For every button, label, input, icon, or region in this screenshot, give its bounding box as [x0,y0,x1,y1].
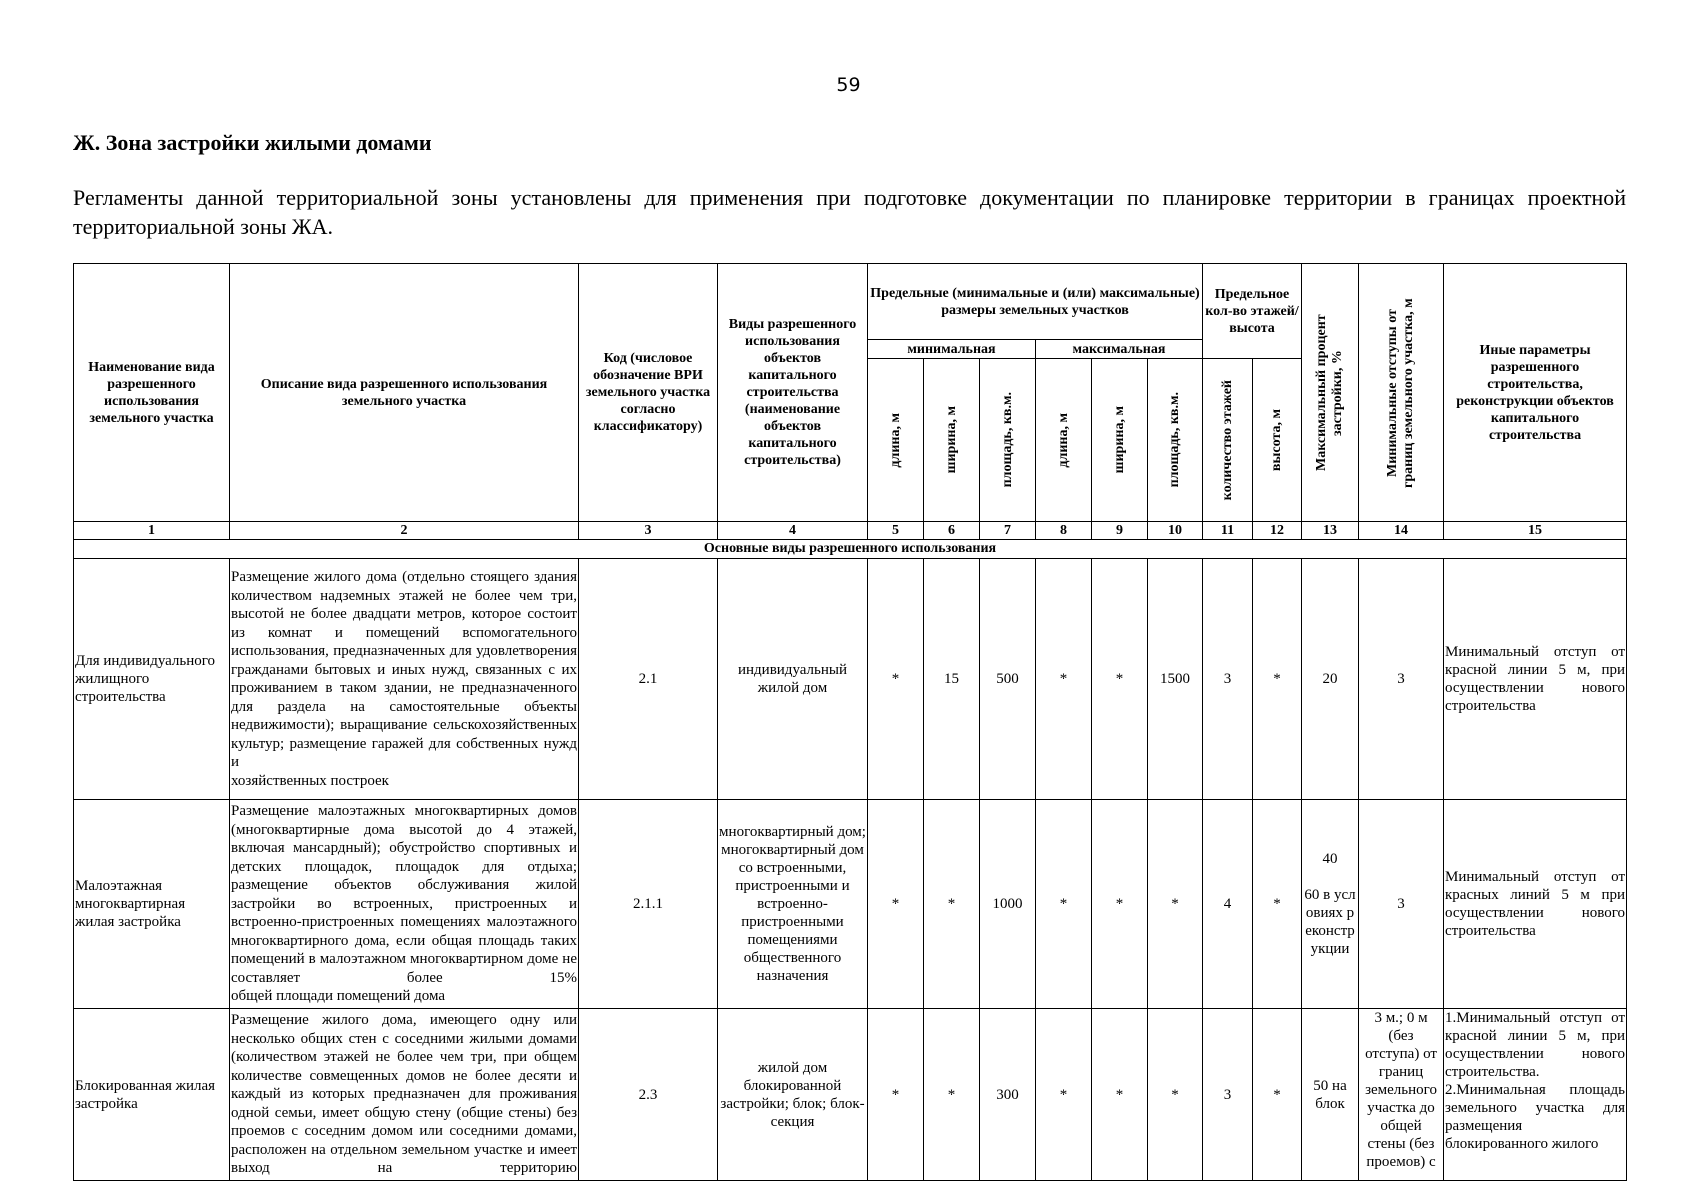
use-name: Малоэтажная многоквартирная жилая застройка [74,800,230,1009]
column-number: 11 [1203,522,1253,540]
header-min-group: минимальная [868,340,1036,359]
max-length: * [1036,1009,1092,1181]
column-number: 7 [980,522,1036,540]
max-build-percent-note: 60 в условиях реконструкции [1304,887,1356,957]
floors-count: 3 [1203,1009,1253,1181]
other-params [1444,1009,1627,1181]
header-floors: количество этажей [1203,359,1253,522]
column-number: 9 [1092,522,1148,540]
max-area: * [1148,1009,1203,1181]
max-build-percent [1302,800,1359,1009]
max-width: * [1092,559,1148,800]
header-description: Описание вида разрешенного использования земельного участка [230,264,579,522]
use-name: Для индивидуального жилищного строительства [74,559,230,800]
header-min-setback: Минимальные отступы от границ земельного участка, м [1359,264,1444,522]
capital-objects: жилой дом блокированной застройки; блок; блок-секция [718,1009,868,1181]
section-title: Основные виды разрешенного использования [74,540,1627,559]
header-sizes-group: Предельные (минимальные и (или) максимальные) размеры земельных участков [868,264,1203,340]
table-row [74,559,1627,800]
use-description: Размещение жилого дома, имеющего одну или несколько общих стен с соседними жилыми домами (количеством этажей не более чем три, при общем количестве совмещенных домов не более десяти и каждый из которых предназначен для проживания одной семьи, имеет общую стену (общие стены) без проемов с соседним домом или соседними домами, расположен на отдельном земельном участке и имеет выход на территорию [230,1009,579,1181]
min-length: * [868,1009,924,1181]
column-number: 6 [924,522,980,540]
column-number: 12 [1253,522,1302,540]
header-min-length: длина, м [868,359,924,522]
column-number: 5 [868,522,924,540]
height-value: * [1253,559,1302,800]
header-height: высота, м [1253,359,1302,522]
capital-objects: многоквартирный дом; многоквартирный дом со встроенными, пристроенными и встроенно-пристроенными помещениями общественного назначения [718,800,868,1009]
max-length: * [1036,559,1092,800]
min-setback: 3 [1359,800,1444,1009]
column-number: 2 [230,522,579,540]
header-max-group: максимальная [1036,340,1203,359]
header-name: Наименование вида разрешенного использования земельного участка [74,264,230,522]
header-max-length: длина, м [1036,359,1092,522]
use-code: 2.1 [579,559,718,800]
column-number: 10 [1148,522,1203,540]
max-build-percent: 20 [1302,559,1359,800]
min-width: * [924,1009,980,1181]
min-area: 300 [980,1009,1036,1181]
column-number: 3 [579,522,718,540]
header-min-width: ширина, м [924,359,980,522]
column-number: 13 [1302,522,1359,540]
column-number: 8 [1036,522,1092,540]
header-max-area: площадь, кв.м. [1148,359,1203,522]
max-width: * [1092,1009,1148,1181]
max-build-percent-value: 40 [1322,851,1338,867]
column-number: 15 [1444,522,1627,540]
use-name: Блокированная жилая застройка [74,1009,230,1181]
use-description: Размещение малоэтажных многоквартирных домов (многоквартирные дома высотой до 4 этажей, включая мансардный); обустройство спортивных и детских площадок, площадок для отдыха; размещение объектов обслуживания жилой застройки во встроенных, пристроенных и встроенно-пристроенных помещениях малоэтажного многоквартирного дома, если общая площадь таких помещений в малоэтажном многоквартирном доме не составляет более 15% общей площади помещений дома [230,800,579,1009]
height-value: * [1253,1009,1302,1181]
other-params: Минимальный отступ от красных линий 5 м при осуществлении нового строительства [1444,800,1627,1009]
max-build-percent: 50 на блок [1302,1009,1359,1181]
header-objects: Виды разрешенного использования объектов капитального строительства (наименование объектов капитального строительства) [718,264,868,522]
header-max-percent: Максимальный процент застройки, % [1302,264,1359,522]
regulations-table [73,263,1627,1181]
other-params-item: 1.Минимальный отступ от красной линии 5 м, при осуществлении нового строительства. [1445,1010,1626,1080]
header-max-width: ширина, м [1092,359,1148,522]
min-area: 500 [980,559,1036,800]
max-area: * [1148,800,1203,1009]
other-params: Минимальный отступ от красной линии 5 м, при осуществлении нового строительства [1444,559,1627,800]
header-other-params: Иные параметры разрешенного строительства, реконструкции объектов капитального строительства [1444,264,1627,522]
zone-title: Ж. Зона застройки жилыми домами [73,130,432,155]
column-number: 4 [718,522,868,540]
use-code: 2.3 [579,1009,718,1181]
header-code: Код (числовое обозначение ВРИ земельного участка согласно классификатору) [579,264,718,522]
min-length: * [868,559,924,800]
max-area: 1500 [1148,559,1203,800]
min-setback: 3 [1359,559,1444,800]
min-width: 15 [924,559,980,800]
column-number: 14 [1359,522,1444,540]
min-setback: 3 м.; 0 м (без отступа) от границ земельного участка до общей стены (без проемов) с [1359,1009,1444,1181]
column-number: 1 [74,522,230,540]
floors-count: 4 [1203,800,1253,1009]
floors-count: 3 [1203,559,1253,800]
use-code: 2.1.1 [579,800,718,1009]
max-width: * [1092,800,1148,1009]
min-length: * [868,800,924,1009]
table-row [74,800,1627,1009]
min-width: * [924,800,980,1009]
other-params-item: 2.Минимальная площадь земельного участка для размещения блокированного жилого [1445,1082,1626,1152]
header-floors-group: Предельное кол-во этажей/ высота [1203,264,1302,359]
capital-objects: индивидуальный жилой дом [718,559,868,800]
max-length: * [1036,800,1092,1009]
min-area: 1000 [980,800,1036,1009]
page-number: 59 [836,74,861,96]
table-row [74,1009,1627,1181]
height-value: * [1253,800,1302,1009]
header-min-area: площадь, кв.м. [980,359,1036,522]
use-description: Размещение жилого дома (отдельно стоящего здания количеством надземных этажей не более чем три, высотой не более двадцати метров, которое состоит из комнат и помещений вспомогательного использования, предназначенных для удовлетворения гражданами бытовых и иных нужд, связанных с их проживанием в таком здании, не предназначенного для раздела на самостоятельные объекты недвижимости); выращивание сельскохозяйственных культур; размещение гаражей для собственных нужд и хозяйственных построек [230,559,579,800]
intro-paragraph: Регламенты данной территориальной зоны установлены для применения при подготовке документации по планировке территории в границах проектной территориальной зоны ЖА. [73,185,1626,239]
